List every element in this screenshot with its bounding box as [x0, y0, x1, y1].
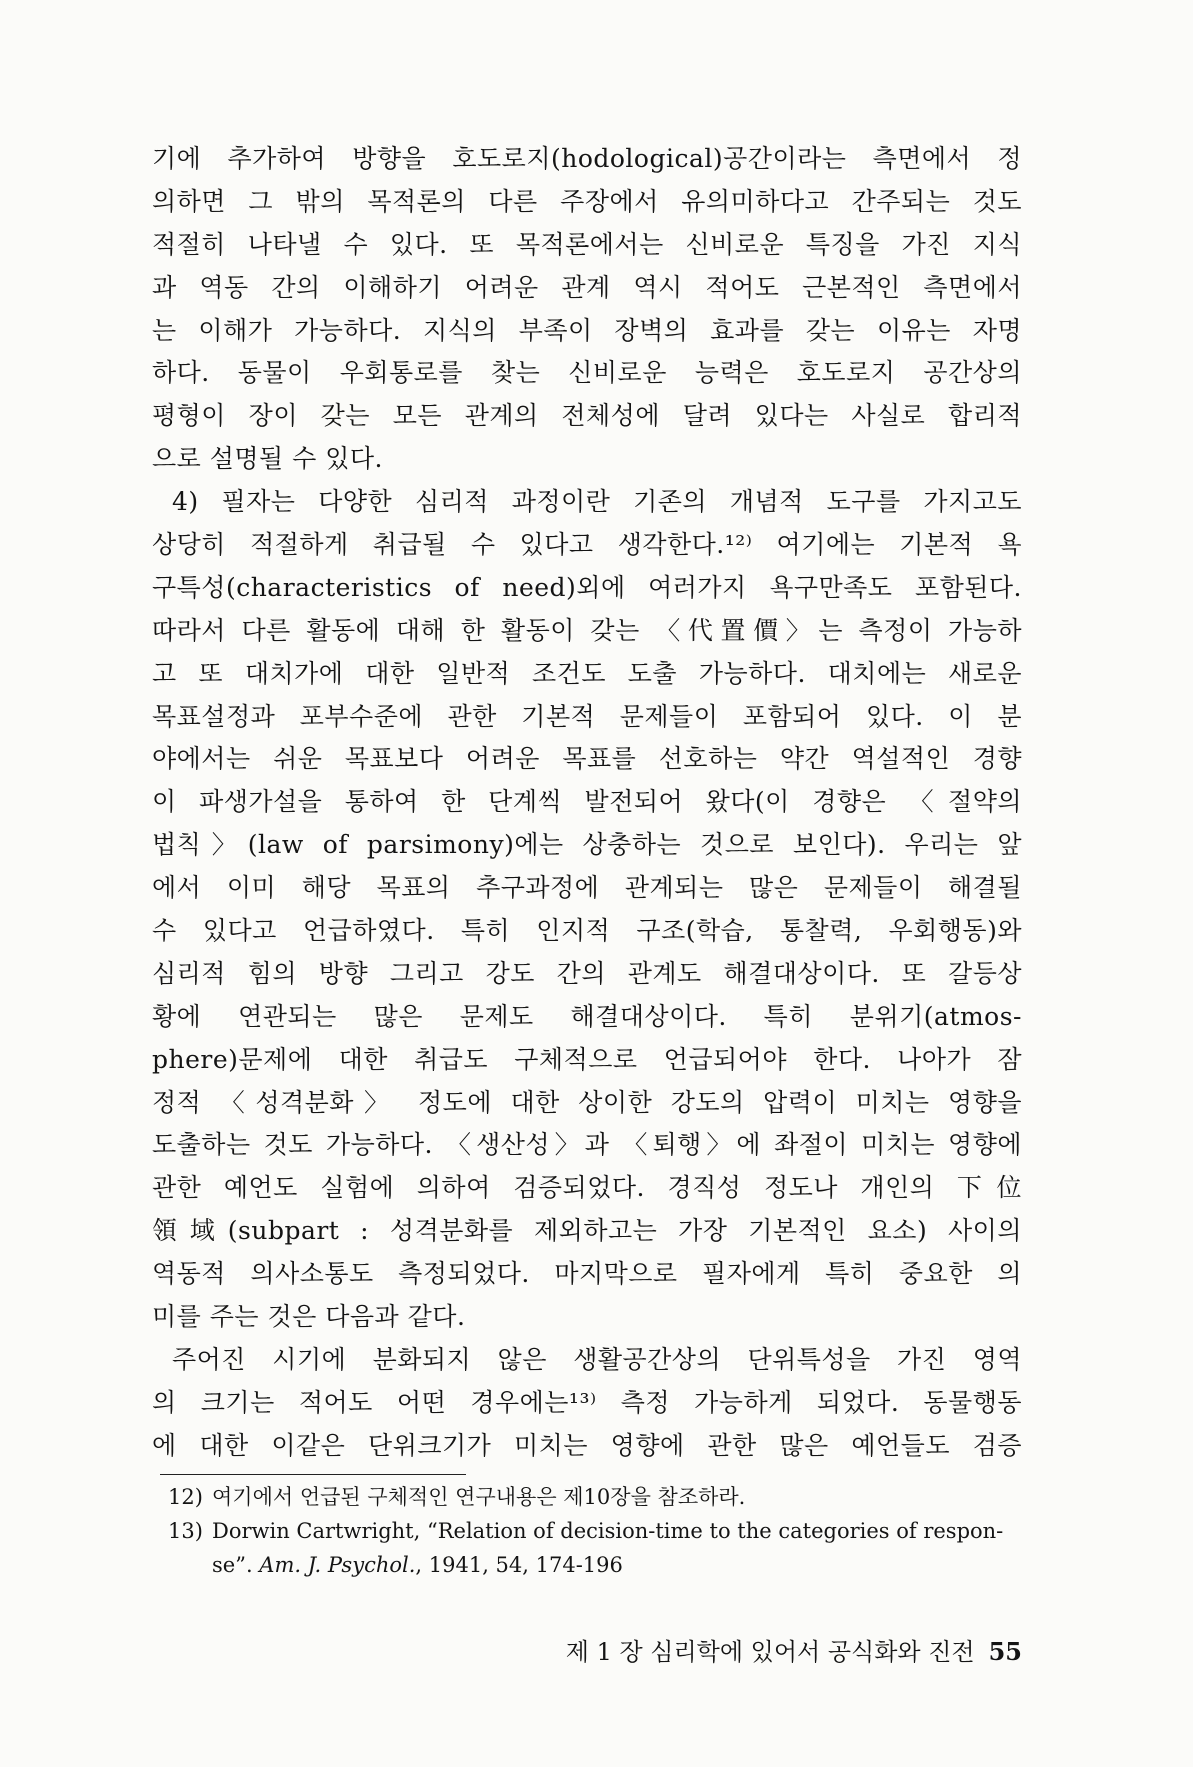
- body-line: phere)문제에 대한 취급도 구체적으로 언급되어야 한다. 나아가 잠: [152, 1044, 1022, 1074]
- footnote-text: , 1941, 54, 174-196: [415, 1553, 623, 1577]
- footnote-13-continuation: [168, 1548, 1018, 1582]
- body-line: 과 역동 간의 이해하기 어려운 관계 역시 적어도 근본적인 측면에서: [152, 272, 1022, 302]
- footnote-text: Dorwin Cartwright, “Relation of decision-time to the categories of respon-: [212, 1519, 1004, 1543]
- body-line: 기에 추가하여 방향을 호도로지(hodological)공간이라는 측면에서 정: [152, 144, 1022, 173]
- body-line: 평형이 장이 갖는 모든 관계의 전체성에 달려 있다는 사실로 합리적: [152, 401, 1022, 431]
- body-line: 도출하는 것도 가능하다. 〈생산성〉과 〈퇴행〉에 좌절이 미치는 영향에: [152, 1130, 1022, 1160]
- running-footer: [470, 1632, 1022, 1672]
- body-line: 수 있다고 언급하였다. 특히 인지적 구조(학습, 통찰력, 우회행동)와: [152, 916, 1022, 946]
- journal-title: Am. J. Psychol.: [259, 1553, 416, 1577]
- body-line: 법칙〉(law of parsimony)에는 상충하는 것으로 보인다). 우리는 앞: [152, 830, 1022, 860]
- body-line: 심리적 힘의 방향 그리고 강도 간의 관계도 해결대상이다. 또 갈등상: [152, 958, 1022, 988]
- body-line: 황에 연관되는 많은 문제도 해결대상이다. 특히 분위기(atmos-: [152, 1001, 1022, 1031]
- body-text: [152, 138, 1022, 1468]
- body-line: 상당히 적절하게 취급될 수 있다고 생각한다.¹²⁾ 여기에는 기본적 욕: [152, 530, 1022, 560]
- footnote-text: se”.: [212, 1553, 260, 1577]
- body-line: 관한 예언도 실험에 의하여 검증되었다. 경직성 정도나 개인의 下位: [152, 1173, 1022, 1203]
- body-line: 이 파생가설을 통하여 한 단계씩 발전되어 왔다(이 경향은 〈절약의: [152, 787, 1022, 817]
- body-line: 으로 설명될 수 있다.: [152, 444, 383, 474]
- body-line: 의 크기는 적어도 어떤 경우에는¹³⁾ 측정 가능하게 되었다. 동물행동: [152, 1387, 1022, 1417]
- body-line: 領域(subpart : 성격분화를 제외하고는 가장 기본적인 요소) 사이의: [152, 1216, 1022, 1246]
- footnote-text: 여기에서 언급된 구체적인 연구내용은 제10장을 참조하라.: [212, 1485, 746, 1509]
- body-line: 역동적 의사소통도 측정되었다. 마지막으로 필자에게 특히 중요한 의: [152, 1259, 1022, 1289]
- body-line: 4) 필자는 다양한 심리적 과정이란 기존의 개념적 도구를 가지고도: [172, 487, 1022, 517]
- body-line: 고 또 대치가에 대한 일반적 조건도 도출 가능하다. 대치에는 새로운: [152, 658, 1022, 688]
- body-line: 미를 주는 것은 다음과 같다.: [152, 1302, 466, 1332]
- body-line: 적절히 나타낼 수 있다. 또 목적론에서는 신비로운 특징을 가진 지식: [152, 229, 1022, 259]
- body-line: 목표설정과 포부수준에 관한 기본적 문제들이 포함되어 있다. 이 분: [152, 701, 1022, 731]
- body-line: 에서 이미 해당 목표의 추구과정에 관계되는 많은 문제들이 해결될: [152, 873, 1022, 903]
- footnote-number: 13): [168, 1519, 203, 1543]
- body-line: 의하면 그 밖의 목적론의 다른 주장에서 유의미하다고 간주되는 것도: [152, 186, 1022, 216]
- footnote-divider: [160, 1474, 466, 1475]
- body-line: 구특성(characteristics of need)외에 여러가지 욕구만족도 포함된다.: [152, 572, 1022, 602]
- footnote-13: [168, 1514, 1018, 1548]
- chapter-title: 제 1 장 심리학에 있어서 공식화와 진전: [565, 1638, 975, 1666]
- body-line: 따라서 다른 활동에 대해 한 활동이 갖는 〈代置價〉는 측정이 가능하: [152, 615, 1022, 645]
- body-line: 정적 〈성격분화〉 정도에 대한 상이한 강도의 압력이 미치는 영향을: [152, 1087, 1022, 1117]
- body-line: 하다. 동물이 우회통로를 찾는 신비로운 능력은 호도로지 공간상의: [152, 358, 1022, 388]
- body-line: 야에서는 쉬운 목표보다 어려운 목표를 선호하는 약간 역설적인 경향: [152, 744, 1022, 774]
- page-number: 55: [988, 1637, 1022, 1666]
- body-line: 주어진 시기에 분화되지 않은 생활공간상의 단위특성을 가진 영역: [172, 1344, 1022, 1374]
- footnotes: [168, 1480, 1018, 1582]
- body-line: 에 대한 이같은 단위크기가 미치는 영향에 관한 많은 예언들도 검증: [152, 1430, 1022, 1460]
- footnote-number: 12): [168, 1485, 203, 1509]
- footnote-12: [168, 1480, 1018, 1514]
- body-line: 는 이해가 가능하다. 지식의 부족이 장벽의 효과를 갖는 이유는 자명: [152, 315, 1022, 345]
